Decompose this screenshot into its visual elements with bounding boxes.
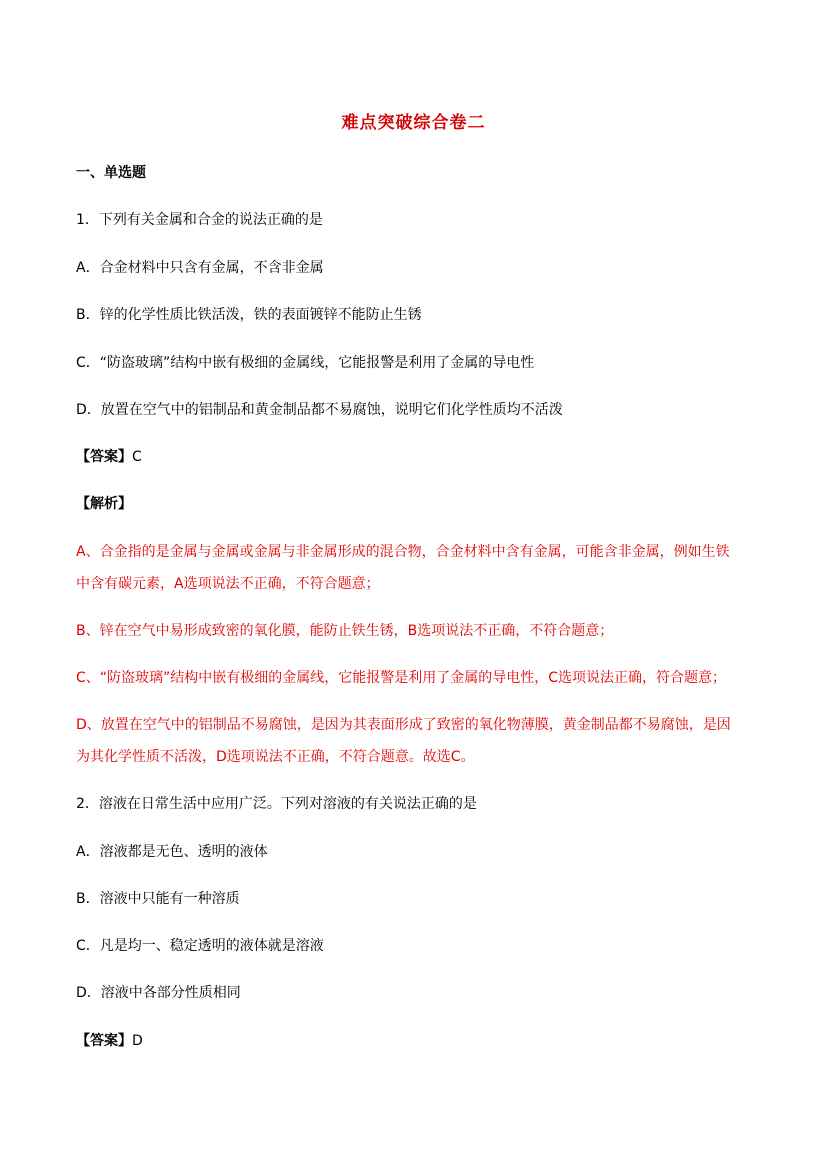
analysis-line: B、锌在空气中易形成致密的氧化膜，能防止铁生锈，B选项说法不正确，不符合题意； bbox=[76, 623, 614, 639]
page-title: 难点突破综合卷二 bbox=[341, 113, 486, 133]
question-1-option-b: B．锌的化学性质比铁活泼，铁的表面镀锌不能防止生锈 bbox=[76, 307, 422, 323]
analysis-line: C、“防盗玻璃”结构中嵌有极细的金属线，它能报警是利用了金属的导电性，C选项说法正确，符合题意； bbox=[76, 670, 727, 686]
question-2-option-c: C．凡是均一、稳定透明的液体就是溶液 bbox=[76, 938, 324, 954]
answer-value: D bbox=[132, 1033, 143, 1049]
answer-label: 【答案】 bbox=[76, 1033, 132, 1049]
question-1-option-a: A．合金材料中只含有金属，不含非金属 bbox=[76, 260, 324, 276]
analysis-line: D、放置在空气中的铝制品不易腐蚀，是因为其表面形成了致密的氧化物薄膜，黄金制品都不易腐蚀，是因 bbox=[76, 717, 731, 733]
question-1-stem: 1．下列有关金属和合金的说法正确的是 bbox=[76, 212, 323, 228]
section-heading: 一、单选题 bbox=[76, 165, 146, 181]
question-1-option-d: D．放置在空气中的铝制品和黄金制品都不易腐蚀，说明它们化学性质均不活泼 bbox=[76, 402, 563, 418]
question-1-analysis-label: 【解析】 bbox=[76, 496, 132, 512]
question-2-answer bbox=[76, 1031, 756, 1051]
analysis-line: 为其化学性质不活泼，D选项说法不正确，不符合题意。故选C。 bbox=[76, 749, 475, 765]
question-2-option-a: A．溶液都是无色、透明的液体 bbox=[76, 844, 268, 860]
question-2-option-d: D．溶液中各部分性质相同 bbox=[76, 985, 241, 1001]
question-2-stem: 2．溶液在日常生活中应用广泛。下列对溶液的有关说法正确的是 bbox=[76, 796, 477, 812]
question-1-option-c: C．“防盗玻璃”结构中嵌有极细的金属线，它能报警是利用了金属的导电性 bbox=[76, 355, 535, 371]
analysis-line: A、合金指的是金属与金属或金属与非金属形成的混合物，合金材料中含有金属，可能含非金属，例如生铁 bbox=[76, 544, 730, 560]
answer-value: C bbox=[132, 449, 142, 465]
question-2-option-b: B．溶液中只能有一种溶质 bbox=[76, 891, 240, 907]
answer-label: 【答案】 bbox=[76, 449, 132, 465]
analysis-line: 中含有碳元素，A选项说法不正确，不符合题意； bbox=[76, 576, 380, 592]
question-1-answer bbox=[76, 447, 756, 467]
